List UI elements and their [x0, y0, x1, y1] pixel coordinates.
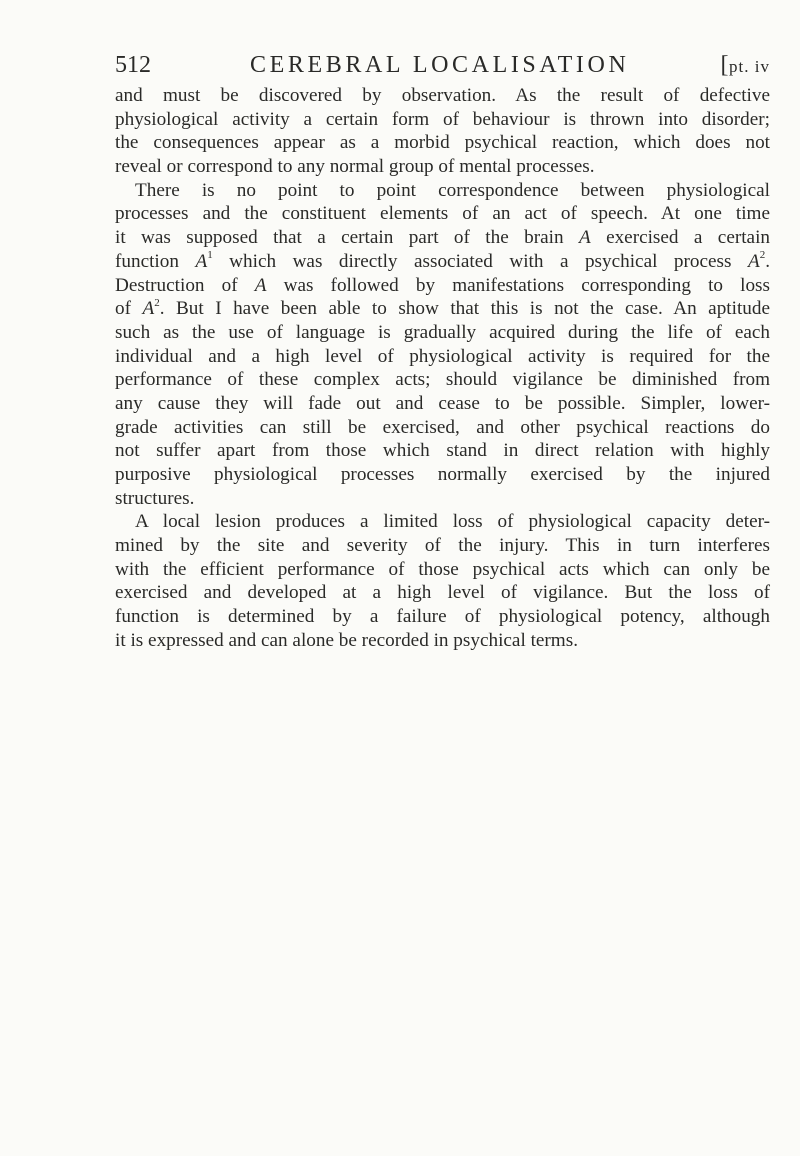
- symbol: A: [142, 298, 155, 320]
- part-text: pt. iv: [729, 57, 770, 76]
- text-line: [115, 250, 770, 274]
- text-line: and must be discovered by observation. As the result of defective: [115, 85, 770, 106]
- text-run: .: [765, 250, 770, 272]
- text-line: purposive physiological processes normally exercised by the injured: [115, 464, 770, 485]
- text-line: performance of these complex acts; should vigilance be diminished from: [115, 369, 770, 391]
- symbol: A: [747, 250, 760, 272]
- text-line: [115, 226, 770, 250]
- text-run: which was directly associated with a psychical process: [212, 250, 748, 272]
- text-line: individual and a high level of physiological activity is required for the: [115, 345, 770, 367]
- text-run: function: [115, 250, 196, 272]
- text-line: [115, 274, 770, 298]
- superscript: 2: [154, 296, 160, 309]
- text-line: with the efficient performance of those psychical acts which can only be: [115, 558, 770, 580]
- page-number: 512: [115, 52, 151, 78]
- text-line: processes and the constituent elements of an act of speech. At one time: [115, 203, 770, 225]
- text-run: exercised a certain: [590, 227, 770, 249]
- superscript: 2: [759, 249, 766, 262]
- text-line: [115, 297, 770, 321]
- text-line: physiological activity a certain form of behaviour is thrown into disorder;: [115, 108, 770, 130]
- text-line: exercised and developed at a high level of vigilance. But the loss of: [115, 582, 770, 604]
- text-line: A local lesion produces a limited loss of physiological capacity deter-: [135, 511, 770, 533]
- symbol: A: [254, 274, 267, 296]
- text-run: was followed by manifestations corresponding to loss: [266, 274, 770, 296]
- text-run: . But I have been able to show that this is not the case. An aptitude: [159, 298, 770, 320]
- text-line: function is determined by a failure of physiological potency, although: [115, 606, 770, 628]
- text-line: grade activities can still be exercised, and other psychical reactions do: [115, 416, 770, 438]
- text-run: of: [115, 298, 143, 320]
- text-line: structures.: [115, 487, 195, 509]
- body-text: [115, 84, 770, 653]
- text-run: it was supposed that a certain part of the brain: [115, 227, 579, 249]
- symbol: A: [195, 250, 208, 272]
- running-title: CEREBRAL LOCALISATION: [250, 52, 630, 78]
- text-line: reveal or correspond to any normal group of mental processes.: [115, 156, 595, 178]
- text-line: the consequences appear as a morbid psychical reaction, which does not: [115, 132, 770, 154]
- symbol: A: [578, 227, 591, 249]
- text-line: any cause they will fade out and cease to be possible. Simpler, lower-: [115, 392, 770, 414]
- text-run: Destruction of: [115, 274, 255, 296]
- running-head: [115, 52, 770, 86]
- text-line: such as the use of language is gradually acquired during the life of each: [115, 321, 770, 343]
- text-line: it is expressed and can alone be recorded in psychical terms.: [115, 629, 578, 651]
- text-line: There is no point to point correspondence between physiological: [135, 179, 770, 201]
- part-bracket: [: [720, 52, 730, 78]
- text-line: mined by the site and severity of the injury. This in turn interferes: [115, 535, 770, 557]
- superscript: 1: [207, 249, 213, 262]
- part-label: [721, 52, 770, 79]
- text-line: not suffer apart from those which stand in direct relation with highly: [115, 440, 770, 462]
